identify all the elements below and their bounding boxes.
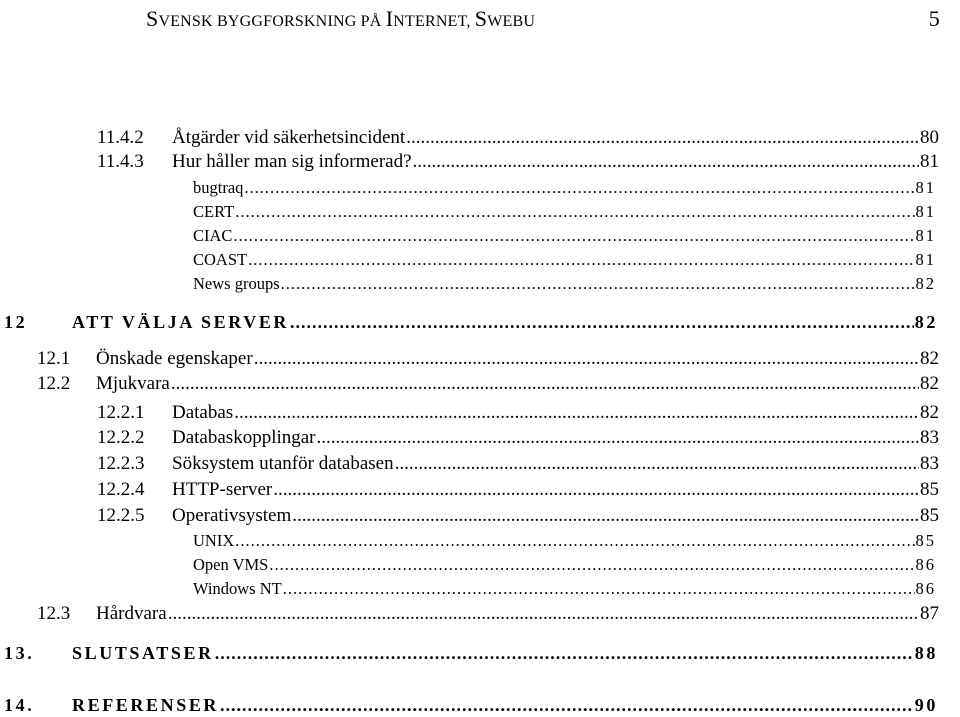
toc-leader xyxy=(171,372,919,396)
toc-entry[interactable] xyxy=(97,401,939,425)
toc-leader xyxy=(234,401,919,425)
toc-entry-page: 81 xyxy=(920,151,939,172)
toc-entry-label: News groups xyxy=(193,274,280,293)
toc-entry[interactable] xyxy=(37,372,939,396)
toc-entry-page: 82 xyxy=(914,312,938,332)
toc-entry-label: Windows NT xyxy=(193,579,282,598)
toc-leader xyxy=(317,426,919,450)
toc-entry[interactable] xyxy=(97,126,939,150)
toc-entry-label: SLUTSATSER xyxy=(72,643,214,663)
running-header xyxy=(146,6,940,36)
toc-leader xyxy=(269,553,914,577)
toc-entry-page: 85 xyxy=(920,505,939,526)
toc-leader xyxy=(273,478,919,502)
toc-entry-number: 11.4.2 xyxy=(97,127,144,148)
toc-entry-page: 81 xyxy=(915,250,936,269)
toc-entry-label: Hårdvara xyxy=(96,603,167,624)
toc-entry-page: 81 xyxy=(915,178,936,197)
header-title-part: NTERNET, xyxy=(393,13,475,30)
toc-entry-page: 86 xyxy=(915,579,936,598)
header-title xyxy=(146,6,535,32)
toc-entry-page: 82 xyxy=(915,274,936,293)
toc-entry-label: bugtraq xyxy=(193,178,244,197)
toc-entry-page: 86 xyxy=(915,555,936,574)
toc-entry-number: 13. xyxy=(4,643,35,663)
toc-entry-label: CIAC xyxy=(193,226,233,245)
toc-entry-number: 12 xyxy=(4,312,28,332)
toc-entry[interactable] xyxy=(97,504,939,528)
toc-entry-label: CERT xyxy=(193,202,235,221)
toc-entry[interactable] xyxy=(193,176,936,200)
toc-entry-label: UNIX xyxy=(193,531,235,550)
toc-entry-page: 87 xyxy=(920,603,939,624)
toc-entry-number: 12.2.2 xyxy=(97,427,145,448)
toc-leader xyxy=(413,150,919,174)
toc-entry-page: 81 xyxy=(915,202,936,221)
toc-entry-label: HTTP-server xyxy=(172,479,273,500)
toc-chapter-entry[interactable] xyxy=(4,693,938,717)
toc-chapter-entry[interactable] xyxy=(4,641,938,665)
toc-leader xyxy=(168,602,919,626)
toc-entry-page: 85 xyxy=(920,479,939,500)
toc-entry-number: 12.2.5 xyxy=(97,505,145,526)
toc-entry-page: 85 xyxy=(915,531,936,550)
toc-leader xyxy=(220,693,914,717)
toc-entry-label: REFERENSER xyxy=(72,695,220,715)
toc-leader xyxy=(292,504,919,528)
toc-leader xyxy=(395,452,919,476)
toc-entry-page: 82 xyxy=(920,348,939,369)
toc-entry-number: 12.3 xyxy=(37,603,71,624)
toc-entry-number: 11.4.3 xyxy=(97,151,144,172)
header-page-number: 5 xyxy=(928,6,940,31)
toc-entry-page: 83 xyxy=(920,453,939,474)
toc-entry-page: 82 xyxy=(920,402,939,423)
toc-entry-number: 12.1 xyxy=(37,348,71,369)
toc-entry-label: ATT VÄLJA SERVER xyxy=(72,312,290,332)
toc-entry-page: 80 xyxy=(920,127,939,148)
toc-leader xyxy=(281,272,915,296)
toc-leader xyxy=(244,176,914,200)
toc-entry[interactable] xyxy=(37,602,939,626)
toc-entry[interactable] xyxy=(97,478,939,502)
toc-entry-label: COAST xyxy=(193,250,248,269)
header-title-part: WEBU xyxy=(487,13,536,30)
toc-entry-number: 14. xyxy=(4,695,35,715)
toc-leader xyxy=(235,529,914,553)
toc-entry[interactable] xyxy=(193,272,936,296)
toc-entry-page: 90 xyxy=(914,695,938,715)
toc-entry-number: 12.2 xyxy=(37,373,71,394)
toc-entry-label: Databas xyxy=(172,402,234,423)
toc-leader xyxy=(254,347,919,371)
header-title-part: S xyxy=(474,6,488,31)
toc-leader xyxy=(215,641,914,665)
toc-entry[interactable] xyxy=(97,426,939,450)
toc-entry[interactable] xyxy=(193,553,936,577)
toc-entry-label: Önskade egenskaper xyxy=(96,348,253,369)
toc-entry-label: Mjukvara xyxy=(96,373,170,394)
header-title-part: VENSK BYGGFORSKNING PÅ xyxy=(158,13,386,30)
toc-entry-page: 82 xyxy=(920,373,939,394)
toc-leader xyxy=(235,200,914,224)
toc-entry[interactable] xyxy=(97,452,939,476)
toc-entry[interactable] xyxy=(97,150,939,174)
toc-entry-label: Open VMS xyxy=(193,555,269,574)
toc-leader xyxy=(248,248,914,272)
toc-leader xyxy=(290,310,914,334)
toc-leader xyxy=(406,126,919,150)
toc-entry-label: Hur håller man sig informerad? xyxy=(172,151,412,172)
toc-entry-number: 12.2.3 xyxy=(97,453,145,474)
toc-entry-label: Databaskopplingar xyxy=(172,427,316,448)
toc-entry[interactable] xyxy=(193,529,936,553)
toc-entry-page: 83 xyxy=(920,427,939,448)
toc-leader xyxy=(233,224,914,248)
toc-entry[interactable] xyxy=(37,347,939,371)
header-title-part: I xyxy=(385,6,394,31)
toc-entry[interactable] xyxy=(193,224,936,248)
toc-leader xyxy=(283,577,915,601)
toc-entry-label: Söksystem utanför databasen xyxy=(172,453,394,474)
toc-entry-number: 12.2.1 xyxy=(97,402,145,423)
toc-entry-page: 88 xyxy=(914,643,938,663)
toc-entry-number: 12.2.4 xyxy=(97,479,145,500)
toc-entry-page: 81 xyxy=(915,226,936,245)
toc-chapter-entry[interactable] xyxy=(4,310,938,334)
toc-entry[interactable] xyxy=(193,577,936,601)
toc-entry[interactable] xyxy=(193,200,936,224)
header-title-part: S xyxy=(146,6,159,31)
toc-entry-label: Åtgärder vid säkerhetsincident xyxy=(172,127,406,148)
toc-entry-label: Operativsystem xyxy=(172,505,292,526)
toc-entry[interactable] xyxy=(193,248,936,272)
